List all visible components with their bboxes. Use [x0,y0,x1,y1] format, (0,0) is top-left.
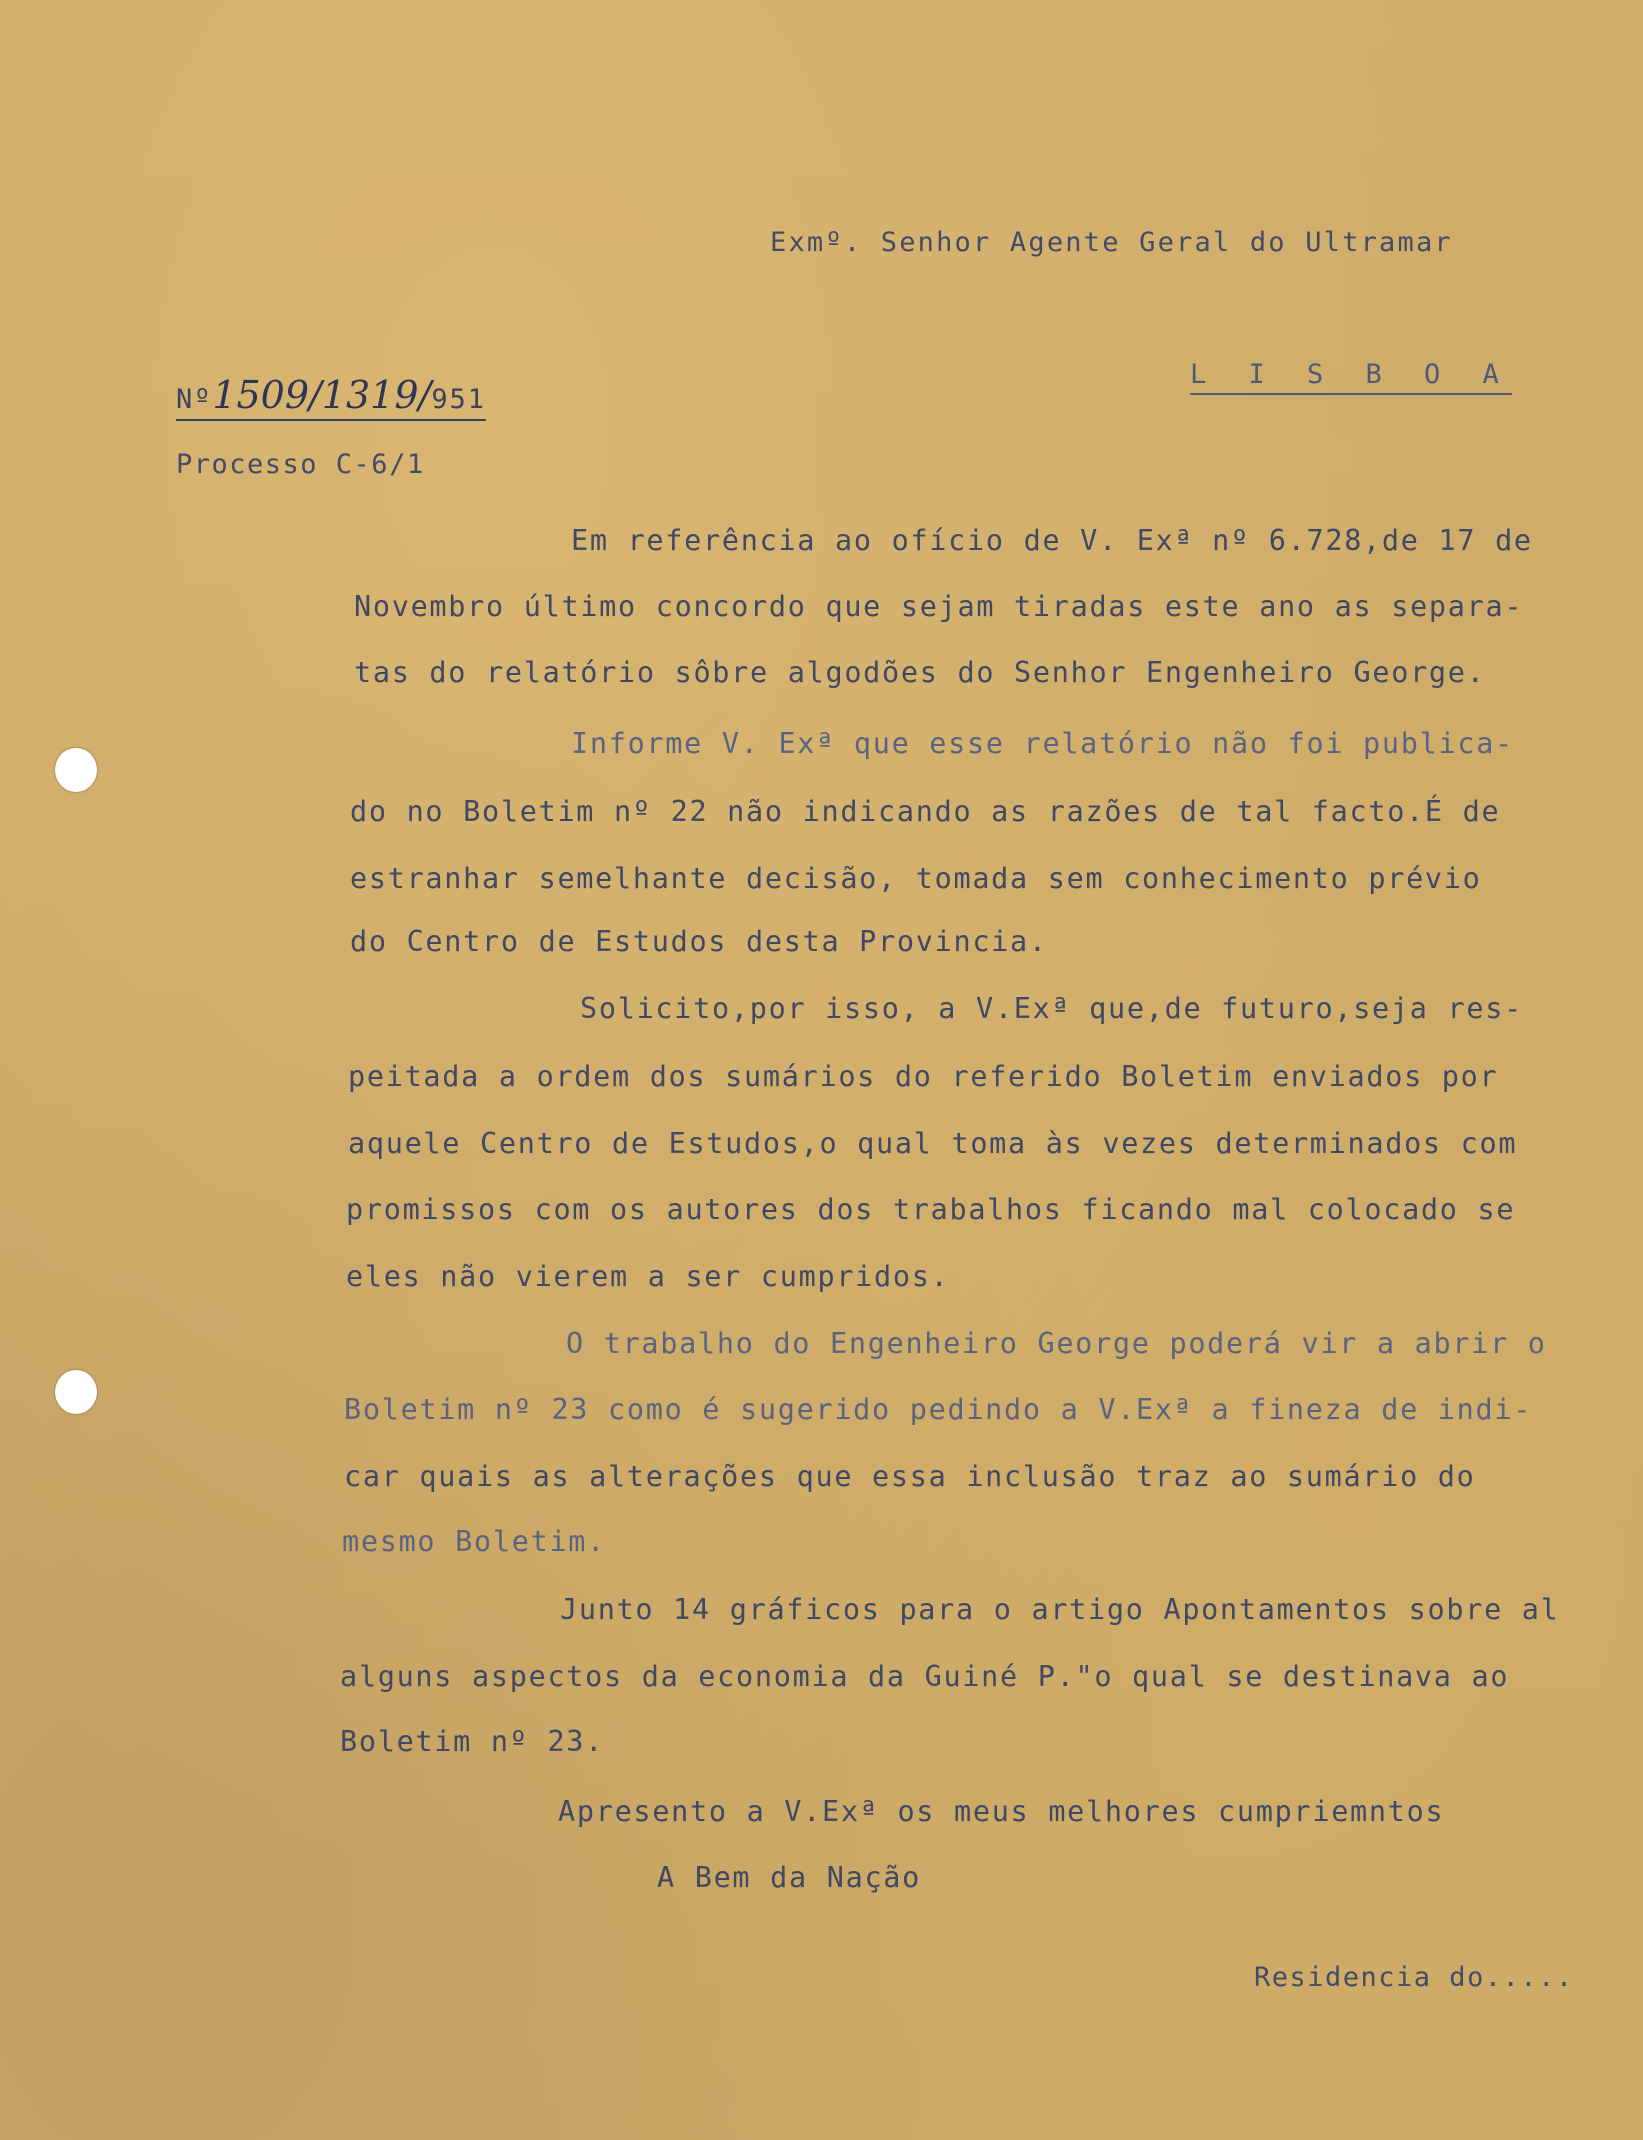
body-line: estranhar semelhante decisão, tomada sem conhecimento prévio [350,862,1482,895]
punch-hole-top [55,748,97,792]
punch-hole-bottom [55,1370,97,1414]
body-line: Solicito,por isso, a V.Exª que,de futuro,seja res- [580,992,1523,1025]
body-line: Informe V. Exª que esse relatório não foi publica- [571,727,1514,760]
body-line: aquele Centro de Estudos,o qual toma às vezes determinados com [348,1127,1518,1160]
body-line: Boletim nº 23. [340,1725,605,1758]
city-heading: L I S B O A [1190,359,1512,390]
body-line: tas do relatório sôbre algodões do Senhor Engenheiro George. [354,656,1486,689]
reference-year: 951 [431,384,486,415]
body-line: do Centro de Estudos desta Provincia. [350,925,1048,958]
body-line: Boletim nº 23 como é sugerido pedindo a V.Exª a fineza de indi- [344,1393,1533,1426]
addressee-line: Exmº. Senhor Agente Geral do Ultramar [770,227,1453,258]
processo-line: Processo C-6/1 [176,449,425,480]
body-line: eles não vierem a ser cumpridos. [346,1260,950,1293]
body-line: car quais as alterações que essa inclusão traz ao sumário do [344,1460,1476,1493]
body-line: do no Boletim nº 22 não indicando as razões de tal facto.É de [350,795,1501,828]
reference-handwritten: 1509/1319/ [212,373,432,417]
reference-number [176,373,486,421]
body-line: alguns aspectos da economia da Guiné P."o qual se destinava ao [340,1660,1510,1693]
body-line: Novembro último concordo que sejam tiradas este ano as separa- [354,590,1524,623]
body-line: Apresento a V.Exª os meus melhores cumpriemntos [558,1795,1445,1828]
body-line: Em referência ao ofício de V. Exª nº 6.728,de 17 de [571,524,1533,557]
body-line: peitada a ordem dos sumários do referido Boletim enviados por [348,1060,1499,1093]
body-line: Junto 14 gráficos para o artigo Apontamentos sobre al [560,1593,1560,1626]
body-line: mesmo Boletim. [342,1525,607,1558]
closing-line: Residencia do..... [1254,1962,1574,1993]
body-line: A Bem da Nação [657,1861,922,1894]
body-line: promissos com os autores dos trabalhos ficando mal colocado se [346,1193,1516,1226]
body-line: O trabalho do Engenheiro George poderá vir a abrir o [566,1327,1547,1360]
reference-prefix: Nº [176,384,213,415]
